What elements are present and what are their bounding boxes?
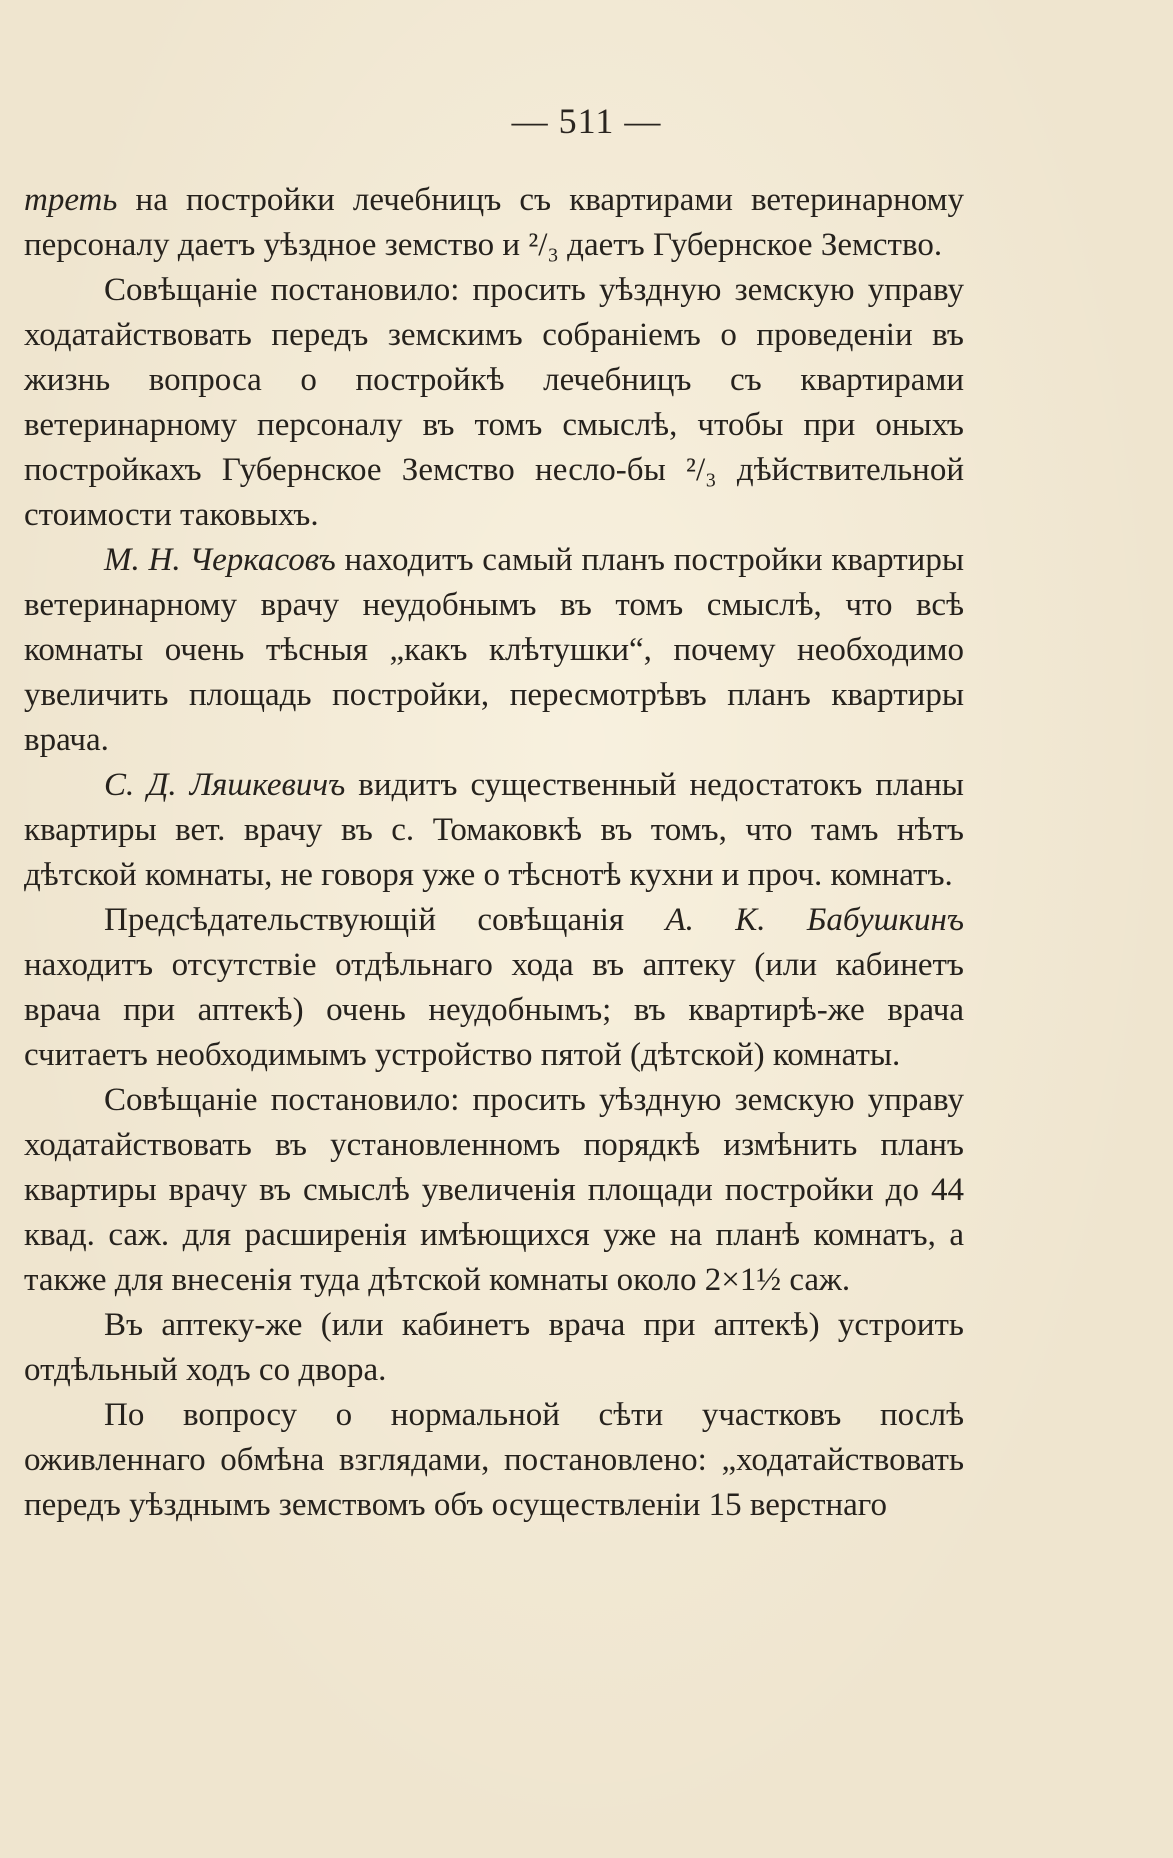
text-run: Въ аптеку-же (или кабинетъ врача при аптекѣ) устроить отдѣльный ходъ со двора. — [24, 1307, 964, 1388]
text-run: видитъ существенный недостатокъ планы квартиры вет. врачу въ с. Томаковкѣ въ томъ, что тамъ нѣтъ дѣтской комнаты, не говоря уже о тѣснотѣ кухни и проч. комнатъ. — [24, 767, 964, 893]
text-run: Совѣщаніе постановило: просить уѣздную земскую управу ходатайствовать передъ земскимъ собраніемъ о проведеніи въ жизнь вопроса о постройкѣ лечебницъ съ квартирами ветеринарному персоналу въ томъ смыслѣ, чтобы при оныхъ постройкахъ Губернское Земство несло-бы ²/₃ дѣйствительной стоимости таковыхъ. — [24, 272, 964, 533]
paragraph — [24, 763, 964, 898]
text-run: По вопросу о нормальной сѣти участковъ послѣ оживленнаго обмѣна взглядами, постановлено: „ходатайствовать передъ уѣзднымъ земствомъ объ осуществленіи 15 верстнаго — [24, 1397, 964, 1523]
paragraph — [24, 1078, 964, 1303]
page-number: — 511 — — [511, 101, 662, 141]
paragraph — [24, 178, 964, 268]
text-run: на постройки лечебницъ съ квартирами ветеринарному персоналу даетъ уѣздное земство и ²/₃ даетъ Губернское Земство. — [24, 182, 964, 263]
body-text — [24, 178, 964, 1528]
text-run: треть — [24, 182, 118, 218]
speaker-name: С. Д. Ляшкевичъ — [104, 767, 346, 803]
text-run: находитъ самый планъ постройки квартиры ветеринарному врачу неудобнымъ въ томъ смыслѣ, что всѣ комнаты очень тѣсныя „какъ клѣтушки“, почему необходимо увеличить площадь постройки, пересмотрѣвъ планъ квартиры врача. — [24, 542, 964, 758]
paragraph — [24, 1393, 964, 1528]
text-run: Предсѣдательствующій совѣщанія — [104, 902, 666, 938]
paragraph — [24, 1303, 964, 1393]
text-run: Совѣщаніе постановило: просить уѣздную земскую управу ходатайствовать въ установленномъ порядкѣ измѣнить планъ квартиры врачу въ смыслѣ увеличенія площади постройки до 44 квад. саж. для расширенія имѣющихся уже на планѣ комнатъ, а также для внесенія туда дѣтской комнаты около 2×1½ саж. — [24, 1082, 964, 1298]
speaker-name: М. Н. Черкасовъ — [104, 542, 336, 578]
paragraph — [24, 268, 964, 538]
paragraph — [24, 898, 964, 1078]
text-run: находитъ отсутствіе отдѣльнаго хода въ аптеку (или кабинетъ врача при аптекѣ) очень неудобнымъ; въ квартирѣ-же врача считаетъ необходимымъ устройство пятой (дѣтской) комнаты. — [24, 947, 964, 1073]
paragraph — [24, 538, 964, 763]
speaker-name: А. К. Бабушкинъ — [665, 902, 964, 938]
